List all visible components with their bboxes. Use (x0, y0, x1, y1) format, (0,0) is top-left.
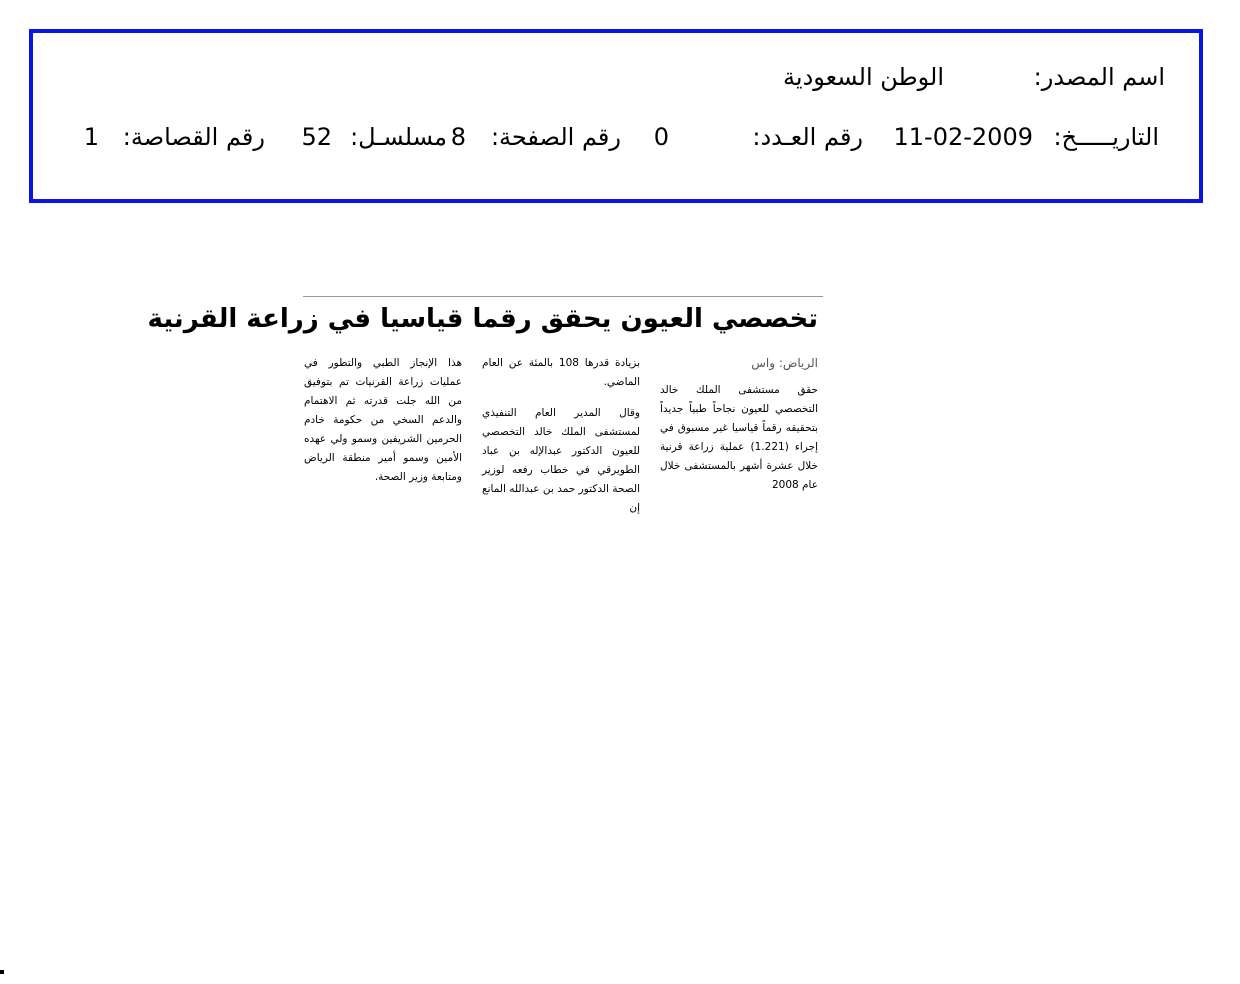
article-headline: تخصصي العيون يحقق رقما قياسيا في زراعة القرنية (147, 304, 818, 334)
column-2-text-a: بزيادة قدرها 108 بالمئة عن العام الماضي. (482, 357, 640, 388)
issue-label: رقم العـدد: (752, 123, 863, 151)
date-label: التاريـــــخ: (1053, 123, 1159, 151)
scan-mark (0, 970, 4, 974)
clipping-header-box (29, 29, 1203, 203)
column-2-text-b: وقال المدير العام التنفيذي لمستشفى الملك خالد التخصصي للعيون الدكتور عبدالإله بن عباد الطويرقي في خطاب رفعه لوزير الصحة الدكتور حمد بن عبدالله المانع إن (482, 407, 640, 514)
top-rule (303, 296, 823, 297)
article-column-3 (304, 354, 462, 487)
article-column-1 (660, 354, 818, 495)
serial-value: 52 (301, 123, 332, 151)
serial-label: مسلسـل: (350, 123, 447, 151)
clip-label: رقم القصاصة: (122, 123, 265, 151)
dateline: الرياض: واس (751, 356, 818, 370)
issue-value: 0 (653, 123, 669, 151)
column-3-text: هذا الإنجاز الطبي والتطور في عمليات زراعة القرنيات تم بتوفيق من الله جلت قدرته ثم الاهتمام والدعم السخي من حكومة خادم الحرمين الشريفين وسمو ولي عهده الأمين وسمو أمير منطقة الرياض ومتابعة وزير الصحة. (304, 357, 462, 483)
clip-value: 1 (83, 123, 99, 151)
article-column-2 (482, 354, 640, 518)
page-value: 8 (450, 123, 466, 151)
source-value: الوطن السعودية (783, 63, 944, 91)
page-label: رقم الصفحة: (490, 123, 621, 151)
column-1-text: حقق مستشفى الملك خالد التخصصي للعيون نجاحاً طبياً جديداً بتحقيقه رقماً قياسيا غير مسبوق في إجراء (1.221) عملية زراعة قرنية خلال عشرة أشهر بالمستشفى خلال عام 2008 (660, 384, 818, 491)
source-label: اسم المصدر: (1033, 63, 1165, 91)
date-value: 11-02-2009 (893, 123, 1033, 151)
